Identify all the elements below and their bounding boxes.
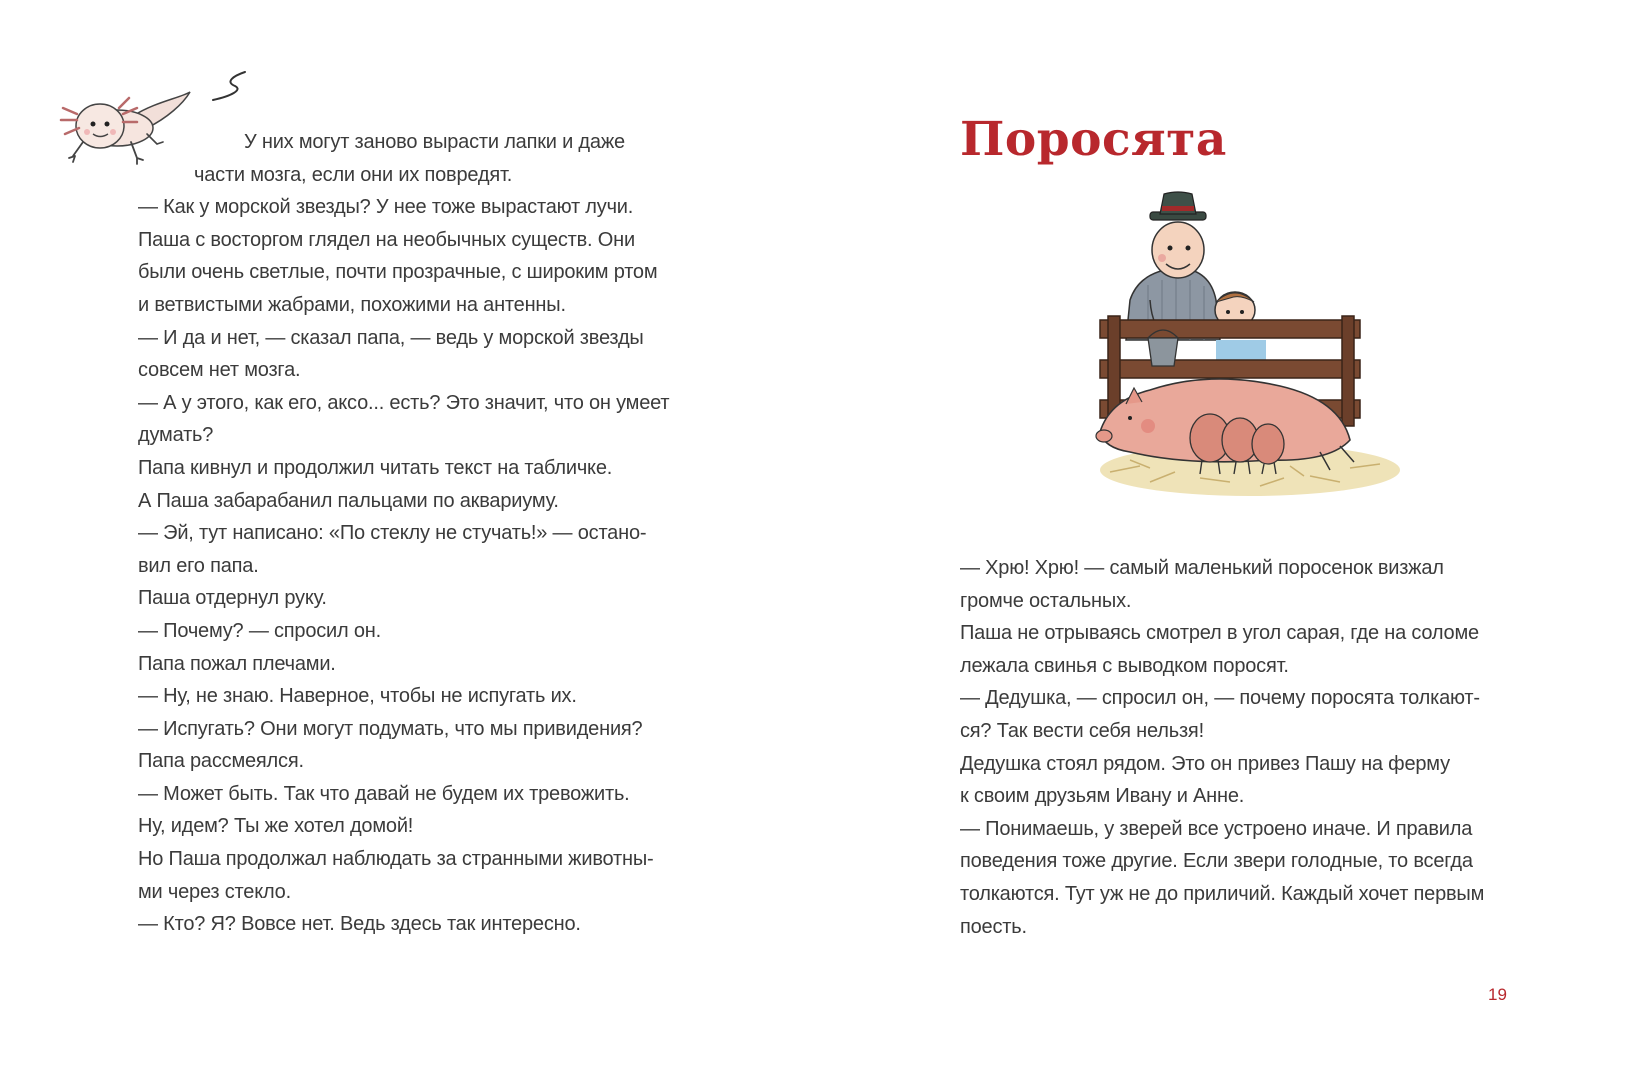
text-line: Паша не отрываясь смотрел в угол сарая, где на соломе — [960, 622, 1479, 645]
text-line: вил его папа. — [138, 554, 259, 577]
text-line: — Может быть. Так что давай не будем их тревожить. — [138, 782, 630, 805]
text-line: ся? Так вести себя нельзя! — [960, 719, 1204, 742]
text-line: — А у этого, как его, аксо... есть? Это значит, что он умеет — [138, 391, 670, 414]
text-line: и ветвистыми жабрами, похожими на антенны. — [138, 293, 566, 316]
text-line: совсем нет мозга. — [138, 359, 301, 382]
text-line: — Ну, не знаю. Наверное, чтобы не испугать их. — [138, 685, 577, 708]
right-page-text — [960, 552, 1484, 943]
text-line: У них могут заново вырасти лапки и даже — [244, 131, 625, 153]
text-line: Папа кивнул и продолжил читать текст на табличке. — [138, 456, 613, 479]
text-line: к своим друзьям Ивану и Анне. — [960, 785, 1245, 808]
text-line: Паша отдернул руку. — [138, 587, 327, 610]
text-line: — Кто? Я? Вовсе нет. Ведь здесь так интересно. — [138, 913, 581, 936]
text-line: — Хрю! Хрю! — самый маленький поросенок визжал — [960, 557, 1444, 579]
text-line: Папа пожал плечами. — [138, 652, 336, 675]
text-line: Папа рассмеялся. — [138, 750, 304, 773]
text-line: Дедушка стоял рядом. Это он привез Пашу на ферму — [960, 752, 1450, 775]
text-line: — Почему? — спросил он. — [138, 619, 381, 642]
text-line: ми через стекло. — [138, 880, 291, 903]
text-line: поесть. — [960, 915, 1027, 938]
text-line: были очень светлые, почти прозрачные, с широким ртом — [138, 261, 658, 284]
text-line: А Паша забарабанил пальцами по аквариуму. — [138, 489, 559, 512]
text-line: — Эй, тут написано: «По стеклу не стучать!» — остано- — [138, 522, 647, 545]
chapter-title: Поросята — [960, 112, 1227, 167]
page-number: 19 — [1488, 985, 1507, 1004]
text-line: Ну, идем? Ты же хотел домой! — [138, 815, 414, 838]
text-line: Но Паша продолжал наблюдать за странными животны- — [138, 848, 654, 871]
text-line: — Дедушка, — спросил он, — почему поросята толкают- — [960, 687, 1480, 710]
text-line: — И да и нет, — сказал папа, — ведь у морской звезды — [138, 326, 644, 349]
text-line: Паша с восторгом глядел на необычных существ. Они — [138, 228, 635, 251]
farm-illustration — [1090, 190, 1410, 520]
text-line: думать? — [138, 424, 214, 447]
text-line: — Как у морской звезды? У нее тоже вырастают лучи. — [138, 196, 634, 219]
text-line: лежала свинья с выводком поросят. — [960, 654, 1289, 677]
left-page — [0, 0, 822, 1080]
text-line: поведения тоже другие. Если звери голодные, то всегда — [960, 850, 1473, 873]
text-line: толкаются. Тут уж не до приличий. Каждый хочет первым — [960, 882, 1485, 905]
text-line: — Испугать? Они могут подумать, что мы привидения? — [138, 717, 643, 740]
text-line: — Понимаешь, у зверей все устроено иначе. И правила — [960, 817, 1473, 840]
text-line: громче остальных. — [960, 589, 1132, 612]
text-line: части мозга, если они их повредят. — [194, 163, 513, 186]
left-page-text — [138, 126, 669, 941]
